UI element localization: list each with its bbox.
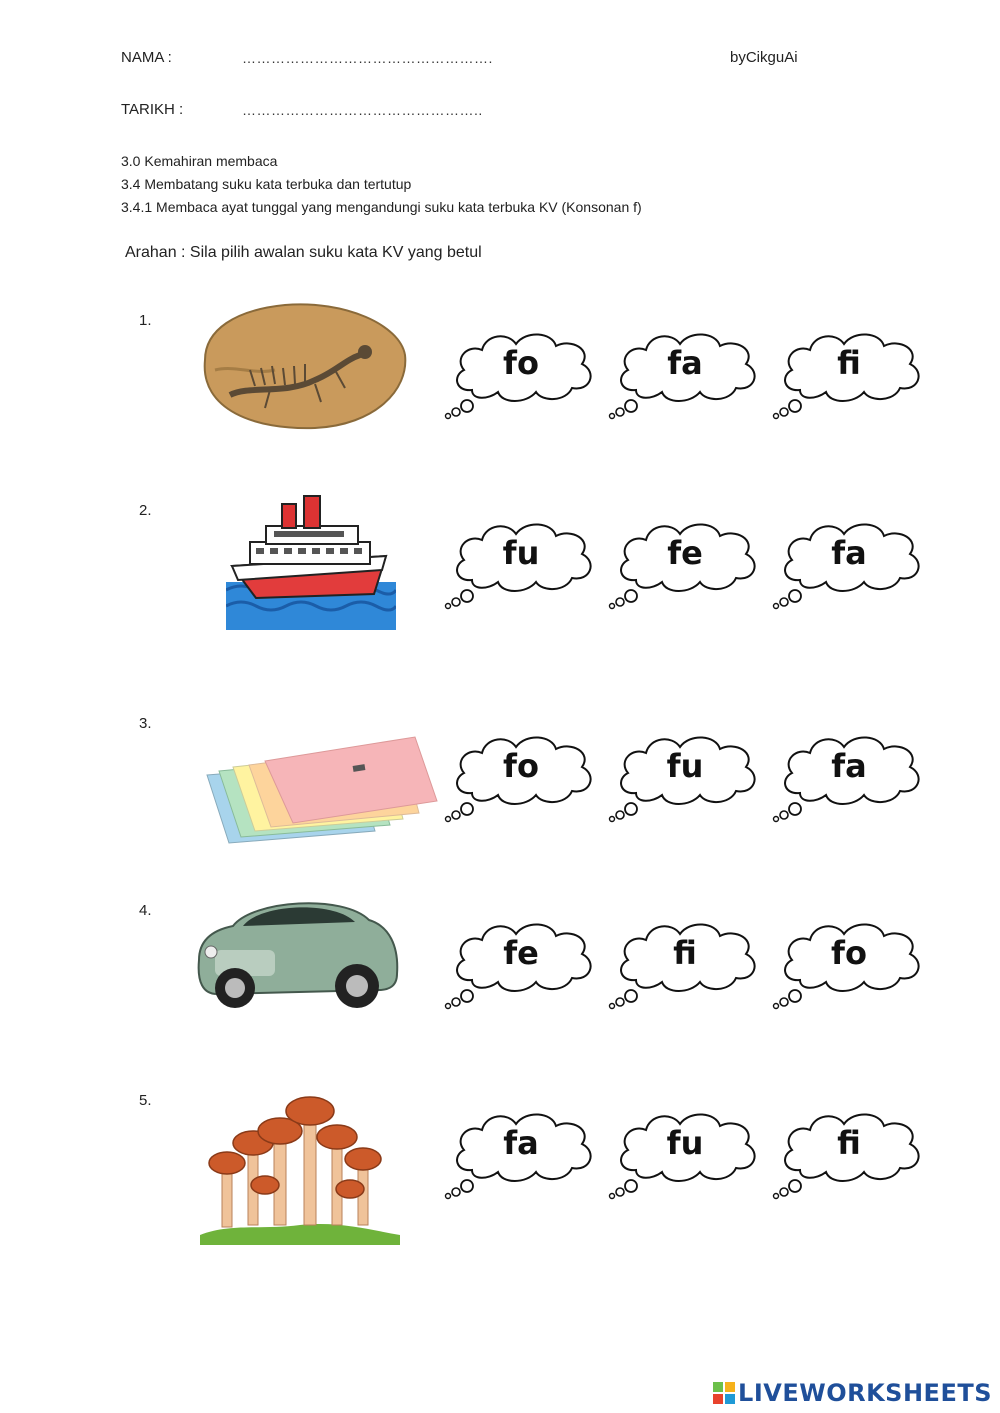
question-row (0, 300, 1000, 450)
answer-option-cloud[interactable] (770, 910, 930, 1010)
answer-option-label: fa (831, 747, 867, 785)
answer-option-cloud[interactable] (606, 320, 766, 420)
thought-cloud-icon (442, 510, 602, 610)
name-label: NAMA : (121, 49, 172, 66)
thought-cloud-icon (442, 910, 602, 1010)
liveworksheets-logo-text: LIVEWORKSHEETS (738, 1379, 992, 1407)
thought-cloud-icon (606, 1100, 766, 1200)
date-label: TARIKH : (121, 101, 184, 118)
answer-option-cloud[interactable] (606, 510, 766, 610)
answer-option-label: fa (503, 1124, 539, 1162)
instruction-text: Arahan : Sila pilih awalan suku kata KV yang betul (125, 244, 482, 261)
thought-cloud-icon (770, 510, 930, 610)
thought-cloud-icon (442, 320, 602, 420)
thought-cloud-icon (442, 1100, 602, 1200)
liveworksheets-logo-icon (713, 1382, 735, 1404)
answer-option-cloud[interactable] (770, 1100, 930, 1200)
answer-option-cloud[interactable] (442, 910, 602, 1010)
answer-option-label: fe (503, 934, 539, 972)
answer-option-cloud[interactable] (770, 510, 930, 610)
answer-option-cloud[interactable] (442, 1100, 602, 1200)
thought-cloud-icon (606, 320, 766, 420)
answer-option-label: fo (503, 747, 539, 785)
name-dots: ……………………………………………. (242, 50, 493, 66)
thought-cloud-icon (606, 723, 766, 823)
question-row (0, 890, 1000, 1040)
question-number: 2. (139, 502, 152, 519)
answer-option-cloud[interactable] (442, 510, 602, 610)
subtitle-skill: 3.0 Kemahiran membaca (121, 153, 278, 169)
thought-cloud-icon (606, 910, 766, 1010)
answer-option-cloud[interactable] (770, 723, 930, 823)
answer-option-cloud[interactable] (606, 723, 766, 823)
answer-option-label: fu (502, 534, 540, 572)
subtitle-standard: 3.4 Membatang suku kata terbuka dan tertutup (121, 176, 412, 192)
thought-cloud-icon (606, 510, 766, 610)
question-number: 5. (139, 1092, 152, 1109)
question-number: 4. (139, 902, 152, 919)
answer-option-cloud[interactable] (442, 320, 602, 420)
answer-option-label: fo (503, 344, 539, 382)
question-number: 3. (139, 715, 152, 732)
question-row (0, 703, 1000, 853)
answer-option-label: fi (673, 934, 697, 972)
answer-option-label: fo (831, 934, 867, 972)
liveworksheets-logo (713, 1379, 992, 1407)
date-dots: ………………………………………….. (242, 102, 483, 118)
answer-option-cloud[interactable] (606, 910, 766, 1010)
answer-option-cloud[interactable] (442, 723, 602, 823)
thought-cloud-icon (770, 1100, 930, 1200)
answer-option-label: fu (666, 1124, 704, 1162)
question-row (0, 490, 1000, 640)
answer-option-label: fe (667, 534, 703, 572)
thought-cloud-icon (770, 910, 930, 1010)
thought-cloud-icon (770, 723, 930, 823)
answer-option-label: fi (837, 344, 861, 382)
question-number: 1. (139, 312, 152, 329)
answer-option-cloud[interactable] (606, 1100, 766, 1200)
answer-option-label: fa (667, 344, 703, 382)
subtitle-objective: 3.4.1 Membaca ayat tunggal yang mengandungi suku kata terbuka KV (Konsonan f) (121, 199, 642, 215)
question-row (0, 1080, 1000, 1230)
thought-cloud-icon (770, 320, 930, 420)
author-credit: byCikguAi (730, 49, 798, 66)
answer-option-cloud[interactable] (770, 320, 930, 420)
answer-option-label: fa (831, 534, 867, 572)
answer-option-label: fi (837, 1124, 861, 1162)
answer-option-label: fu (666, 747, 704, 785)
thought-cloud-icon (442, 723, 602, 823)
